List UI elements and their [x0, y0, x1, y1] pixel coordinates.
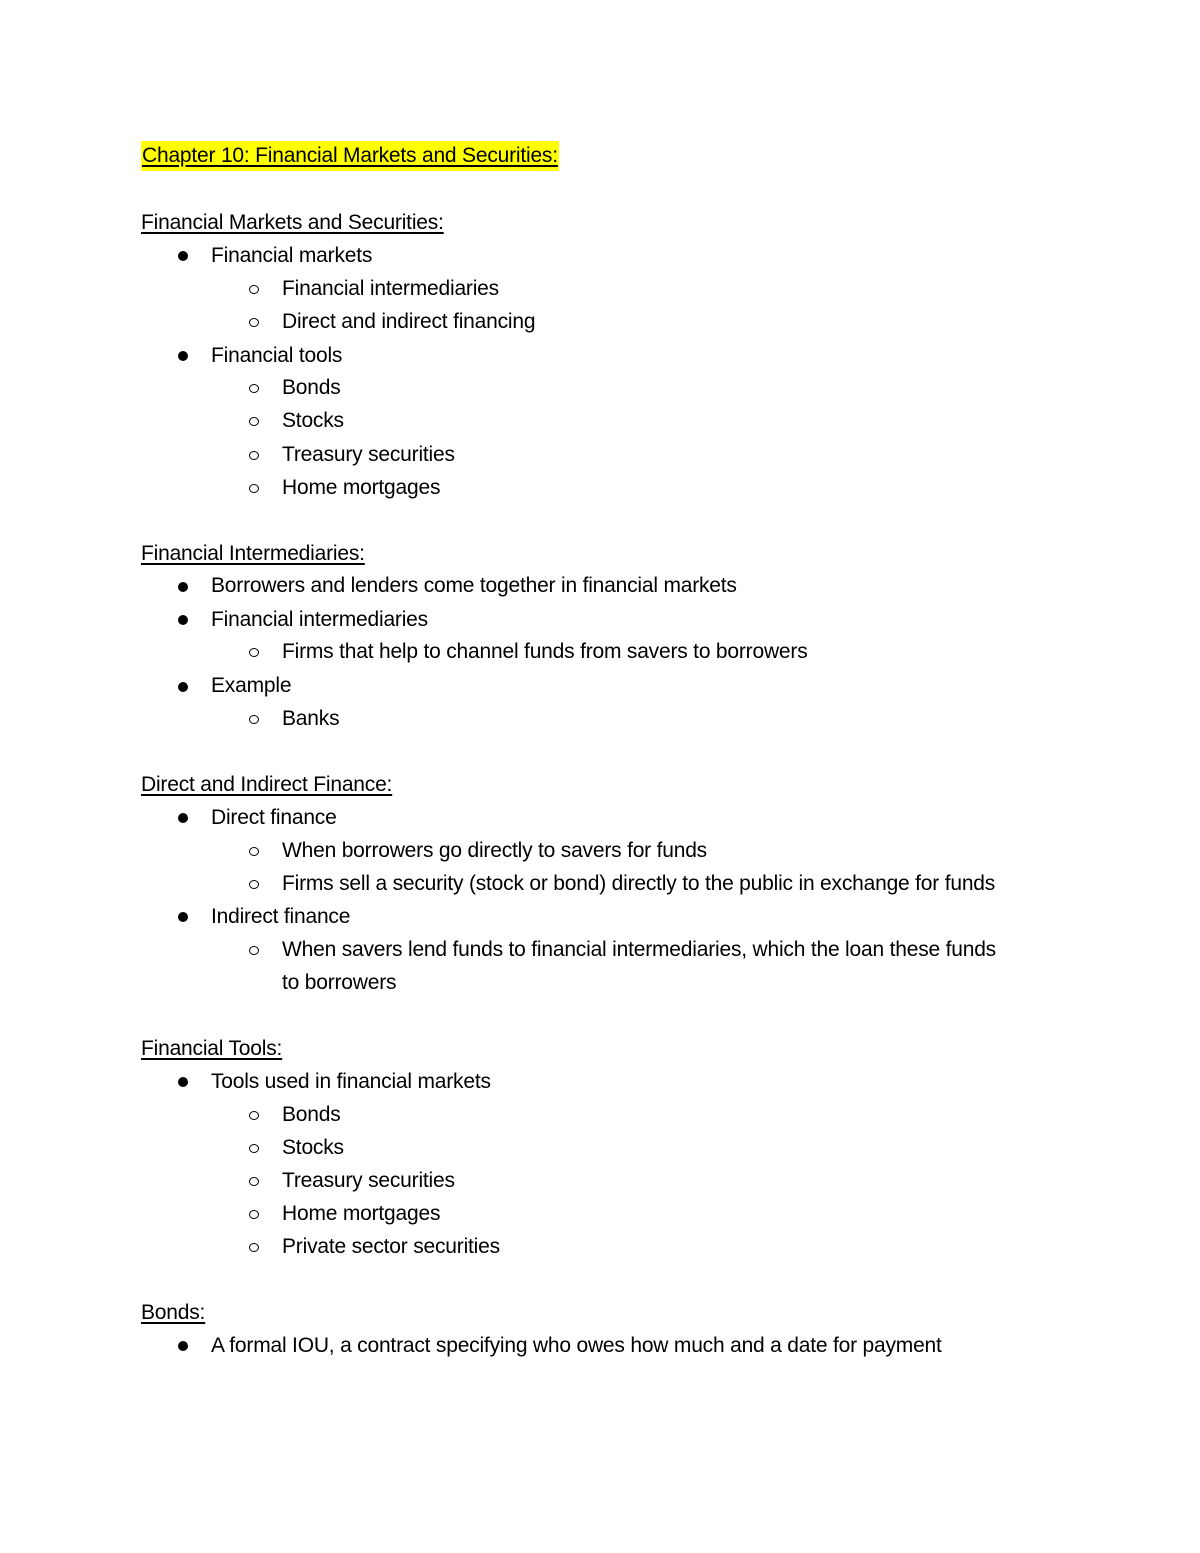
bullet-icon [178, 615, 188, 625]
circle-bullet-icon [249, 1243, 259, 1252]
circle-bullet-icon [249, 946, 259, 955]
section-heading-direct-indirect: Direct and Indirect Finance: [141, 773, 393, 796]
section-heading-intermediaries: Financial Intermediaries: [141, 542, 365, 565]
sub-list-item: Treasury securities [282, 1169, 455, 1192]
circle-bullet-icon [249, 384, 259, 393]
sub-list-item: Firms that help to channel funds from savers to borrowers [282, 640, 808, 663]
circle-bullet-icon [249, 715, 259, 724]
sub-list-item: Firms sell a security (stock or bond) directly to the public in exchange for funds [282, 872, 996, 895]
circle-bullet-icon [249, 1144, 259, 1153]
sub-list-item: Home mortgages [282, 476, 441, 499]
list-item: Example [211, 674, 292, 697]
sub-list-item: When borrowers go directly to savers for funds [282, 839, 707, 862]
circle-bullet-icon [249, 1111, 259, 1120]
sub-list-item: Private sector securities [282, 1235, 500, 1258]
circle-bullet-icon [249, 451, 259, 460]
section-heading-financial-tools: Financial Tools: [141, 1037, 283, 1060]
circle-bullet-icon [249, 880, 259, 889]
circle-bullet-icon [249, 648, 259, 657]
sub-list-item: Stocks [282, 1136, 344, 1159]
list-item: Borrowers and lenders come together in financial markets [211, 574, 737, 597]
circle-bullet-icon [249, 847, 259, 856]
list-item: Tools used in financial markets [211, 1070, 491, 1093]
circle-bullet-icon [249, 285, 259, 294]
sub-list-item-continuation: to borrowers [282, 971, 397, 994]
sub-list-item: Bonds [282, 376, 341, 399]
bullet-icon [178, 813, 188, 823]
bullet-icon [178, 351, 188, 361]
circle-bullet-icon [249, 1210, 259, 1219]
section-heading-markets-securities: Financial Markets and Securities: [141, 211, 444, 234]
bullet-icon [178, 1077, 188, 1087]
sub-list-item: Banks [282, 707, 340, 730]
bullet-icon [178, 912, 188, 922]
circle-bullet-icon [249, 417, 259, 426]
sub-list-item: Financial intermediaries [282, 277, 499, 300]
list-item: A formal IOU, a contract specifying who owes how much and a date for payment [211, 1334, 942, 1357]
list-item: Indirect finance [211, 905, 351, 928]
sub-list-item: Home mortgages [282, 1202, 441, 1225]
list-item: Financial intermediaries [211, 608, 428, 631]
bullet-icon [178, 251, 188, 261]
circle-bullet-icon [249, 484, 259, 493]
bullet-icon [178, 682, 188, 692]
sub-list-item: Stocks [282, 409, 344, 432]
circle-bullet-icon [249, 318, 259, 327]
bullet-icon [178, 1341, 188, 1351]
circle-bullet-icon [249, 1177, 259, 1186]
list-item: Direct finance [211, 806, 337, 829]
bullet-icon [178, 582, 188, 592]
sub-list-item: Treasury securities [282, 443, 455, 466]
sub-list-item: When savers lend funds to financial intermediaries, which the loan these funds [282, 938, 996, 961]
chapter-title: Chapter 10: Financial Markets and Securities: [141, 141, 559, 171]
sub-list-item: Direct and indirect financing [282, 310, 536, 333]
sub-list-item: Bonds [282, 1103, 341, 1126]
section-heading-bonds: Bonds: [141, 1301, 206, 1324]
list-item: Financial markets [211, 244, 373, 267]
list-item: Financial tools [211, 344, 343, 367]
